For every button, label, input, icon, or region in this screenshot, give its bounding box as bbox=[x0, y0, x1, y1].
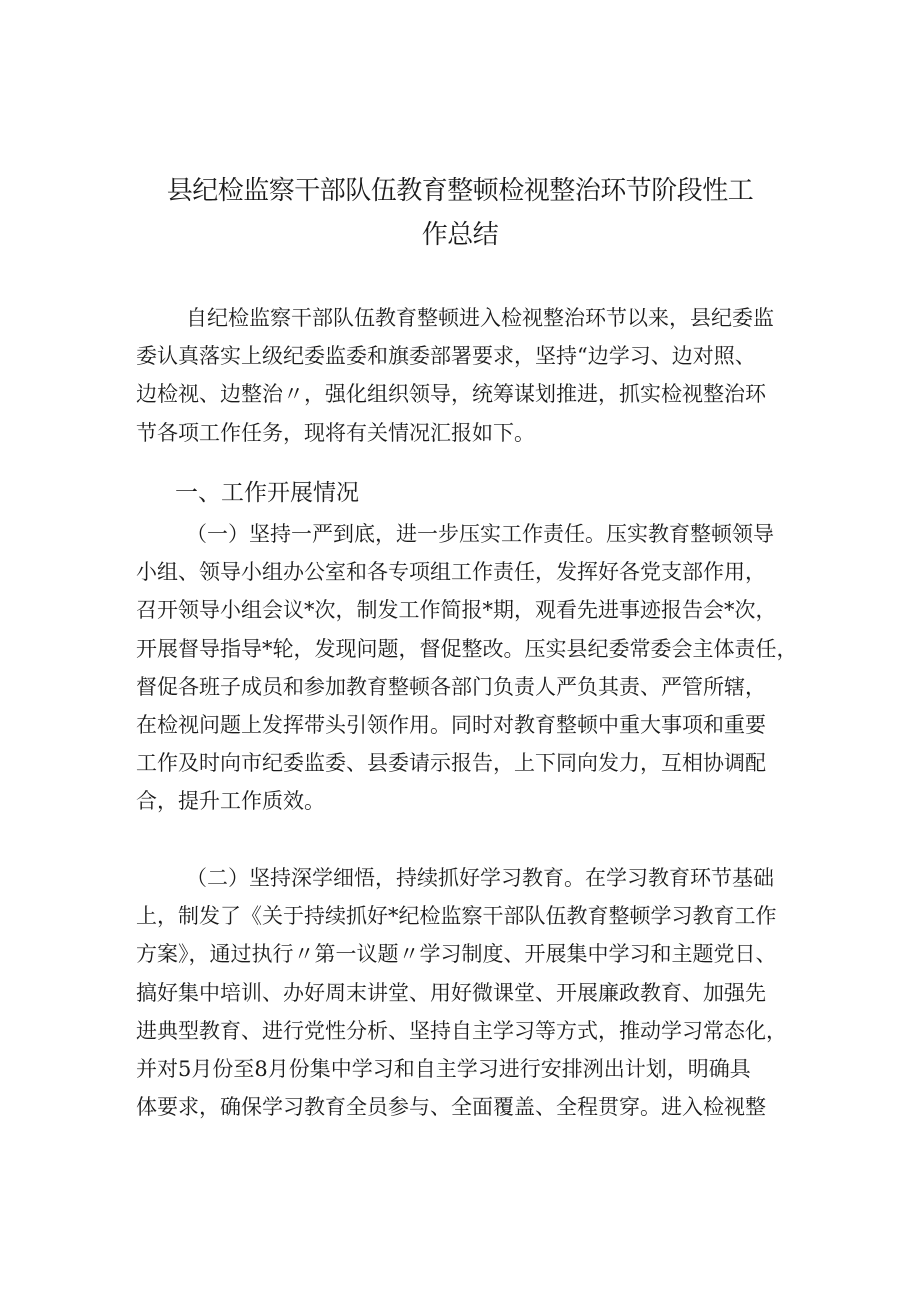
paragraph-line: 工作及时向市纪委监委、县委请示报告，上下同向发力，互相协调配 bbox=[136, 751, 766, 776]
paragraph-line: 并对5月份至8月份集中学习和自主学习进行安排洌出计划，明确具 bbox=[136, 1056, 751, 1081]
paragraph-line: 体要求，确保学习教育全员参与、全面覆盖、全程贯穿。进入检视整 bbox=[136, 1095, 766, 1120]
paragraph-line: （二）坚持深学细悟，持续抓好学习教育。在学习教育环节基础 bbox=[186, 866, 774, 890]
paragraph-line: 上，制发了《关于持续抓好*纪检监察干部队伍教育整顿学习教育工作 bbox=[136, 904, 777, 929]
document-title-line-2: 作总结 bbox=[421, 220, 499, 250]
paragraph-2 bbox=[136, 859, 796, 1126]
paragraph-line: 在检视问题上发挥带头引领作用。同时对教育整顿中重大事项和重要 bbox=[136, 712, 766, 737]
intro-line: 边检视、边整治〃，强化组织领导，统筹谋划推进，抓实检视整治环 bbox=[136, 382, 766, 407]
paragraph-1 bbox=[136, 515, 796, 821]
paragraph-line: （一）坚持一严到底，进一步压实工作责任。压实教育整顿领导 bbox=[186, 522, 774, 546]
paragraph-line: 方案》，通过执行〃第一议题〃学习制度、开展集中学习和主题党日、 bbox=[136, 942, 777, 967]
paragraph-line: 小组、领导小组办公室和各专项组工作责任，发挥好各党支部作用， bbox=[136, 560, 766, 585]
intro-line: 委认真落实上级纪委监委和旗委部署要求，坚持“边学习、边对照、 bbox=[136, 344, 756, 369]
paragraph-line: 开展督导指导*轮，发现问题，督促整改。压实县纪委常委会主体责任， bbox=[136, 636, 798, 661]
paragraph-line: 搞好集中培训、办好周末讲堂、用好微课堂、开展廉政教育、加强先 bbox=[136, 980, 766, 1005]
paragraph-line: 召开领导小组会议*次，制发工作简报*期，观看先进事迹报告会*次， bbox=[136, 598, 777, 623]
paragraph-line: 督促各班子成员和参加教育整顿各部门负责人严负其责、严管所辖， bbox=[136, 674, 766, 699]
paragraph-line: 合，提升工作质效。 bbox=[136, 789, 325, 814]
paragraph-line: 进典型教育、进行党性分析、坚持自主学习等方式，推动学习常态化， bbox=[136, 1018, 787, 1043]
intro-paragraph bbox=[136, 299, 796, 452]
document-title-line-1: 县纪检监察干部队伍教育整顿检视整治环节阶段性工 bbox=[166, 176, 754, 206]
section-heading: 一、工作开展情况 bbox=[175, 480, 359, 506]
intro-line: 自纪检监察干部队伍教育整顿进入检视整治环节以来，县纪委监 bbox=[186, 306, 774, 330]
intro-line: 节各项工作任务，现将有关情况汇报如下。 bbox=[136, 420, 535, 445]
